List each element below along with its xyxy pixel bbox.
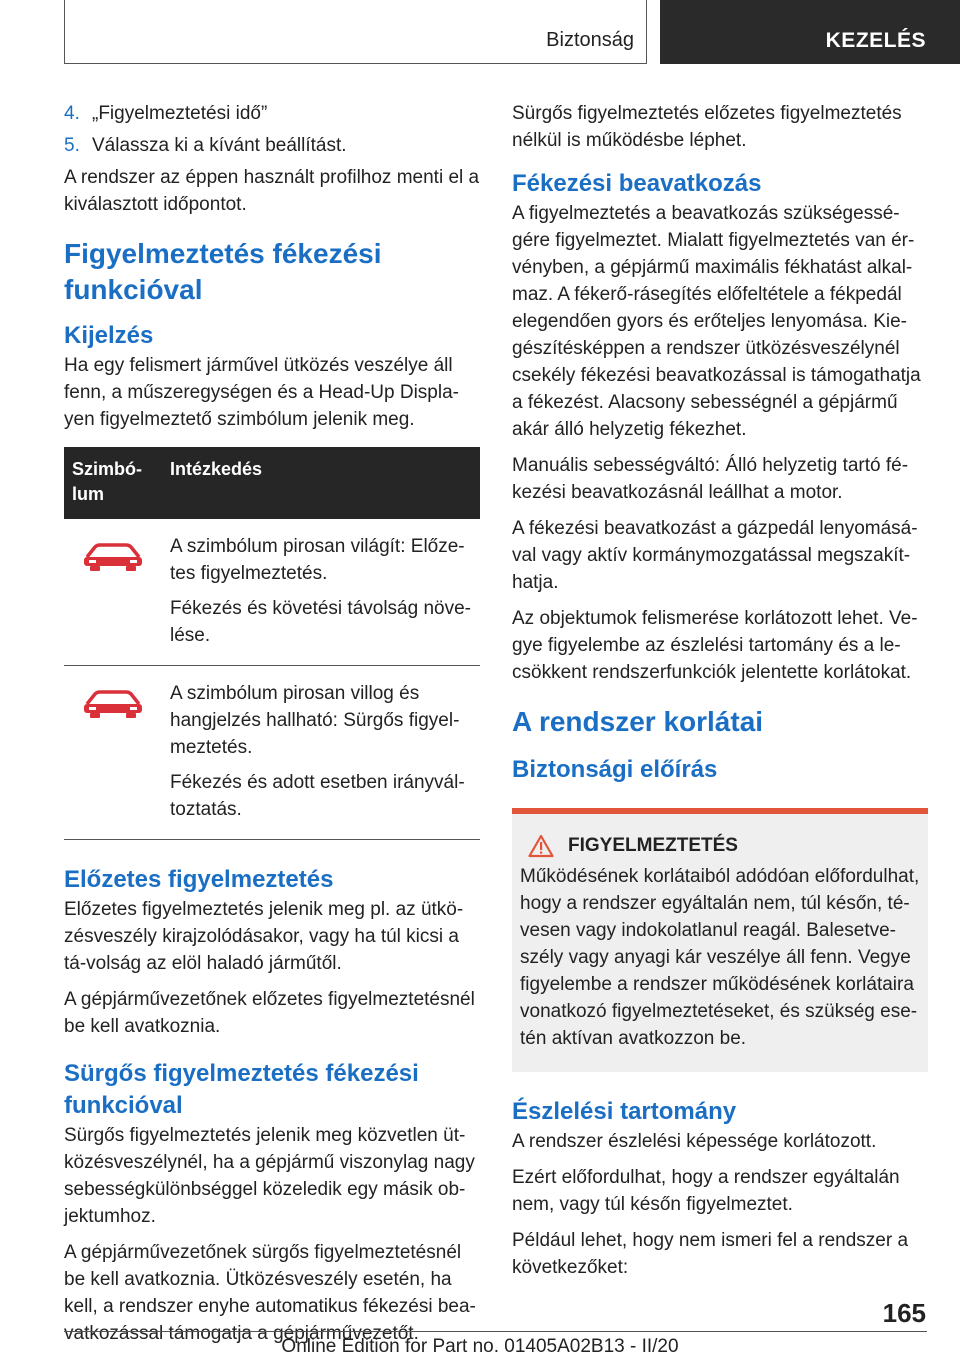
table-header-symbol: Szimbó‐lum: [72, 459, 142, 504]
paragraph: Ezért előfordulhat, hogy a rendszer egyáltalán nem, vagy túl későn figyelmeztet.: [512, 1167, 900, 1215]
paragraph: Az objektumok felismerése korlátozott lehet. Ve‐gye figyelembe az észlelési tartomány és a le‐csökkent rendszerfunkciók jelentette korlátokat.: [512, 608, 918, 683]
table-text: A szimbólum pirosan villog és hangjelzés hallható: Sürgős figyel‐meztetés.: [170, 683, 460, 758]
list-item: [64, 132, 480, 159]
paragraph: Sürgős figyelmeztetés előzetes figyelmeztetés nélkül is működésbe léphet.: [512, 103, 902, 151]
warning-title-row: [520, 832, 920, 859]
heading-system-limits: A rendszer korlátai: [512, 706, 764, 737]
list-item: [64, 100, 480, 127]
table-cell-action: [162, 533, 480, 657]
table-row: [64, 666, 480, 840]
warning-triangle-icon: [528, 834, 554, 858]
heading-urgent-warning: Sürgős figyelmeztetés fékezési funkcióval: [64, 1060, 419, 1119]
car-icon: [81, 688, 145, 720]
table-cell-symbol: [64, 533, 162, 657]
table-text: Fékezés és adott esetben irányvál‐toztatás.: [170, 772, 465, 820]
header-section-box: [64, 0, 647, 64]
paragraph: A gépjárművezetőnek előzetes figyelmeztetésnél be kell avatkoznia.: [64, 989, 475, 1037]
heading-safety-note: Biztonsági előírás: [512, 756, 718, 783]
header-section-title: Biztonság: [546, 29, 634, 51]
table-cell-action: [162, 680, 480, 831]
paragraph: A gépjárművezetőnek sürgős figyelmeztetésnél be kell avatkoznia. Ütközésveszély esetén, ha kell, a rendszer enyhe automatikus fékezési bea‐vatkozással támogatja a gépjárművezetőt.: [64, 1242, 476, 1344]
header-chapter-title: KEZELÉS: [825, 29, 926, 52]
table-cell-symbol: [64, 680, 162, 831]
paragraph: Manuális sebességváltó: Álló helyzetig tartó fé‐kezési beavatkozásnál leállhat a motor.: [512, 455, 909, 503]
list-text: Válassza ki a kívánt beállítást.: [92, 135, 347, 156]
table-row: [64, 519, 480, 666]
right-column: [512, 100, 928, 1290]
paragraph: A rendszer észlelési képessége korlátozott.: [512, 1131, 877, 1152]
left-column: [64, 100, 480, 1356]
heading-braking-intervention: Fékezési beavatkozás: [512, 170, 762, 197]
paragraph: Előzetes figyelmeztetés jelenik meg pl. az ütkö‐zésveszély kirajzolódásakor, vagy ha túl kicsi a tá‐volság az elöl haladó járműtől.: [64, 899, 464, 974]
heading-pre-warning: Előzetes figyelmeztetés: [64, 866, 334, 893]
list-number: 4.: [64, 103, 80, 124]
paragraph: A figyelmeztetés a beavatkozás szükségessé‐gére figyelmeztet. Mialatt figyelmeztetés van ér‐vényben, a gépjármű maximális fékhatást alkal‐maz. A fékerő-rásegítés előfeltétele a fékpedál elegendően gyors és erőteljes lenyomása. Kie‐gészítésképpen a rendszer ütközésveszélynél csekély fékezési beavatkozással is támogathatja a fékezést. Alacsony sebességnél a gépjármű akár álló helyzetig fékezhet.: [512, 203, 921, 440]
table-header: [64, 447, 480, 519]
table-header-action: Intézkedés: [170, 459, 263, 479]
heading-warning-braking: Figyelmeztetés fékezési funkcióval: [64, 238, 382, 305]
car-icon: [81, 541, 145, 573]
page-number: 165: [882, 1298, 926, 1328]
paragraph: Például lehet, hogy nem ismeri fel a rendszer a következőket:: [512, 1230, 909, 1278]
paragraph: Sürgős figyelmeztetés jelenik meg közvetlen üt‐közésveszélynél, ha a gépjármű viszonylag nagy sebességkülönbséggel közeledik egy másik ob‐jektumhoz.: [64, 1125, 475, 1227]
warning-title: FIGYELMEZTETÉS: [568, 835, 738, 856]
footer-edition: Online Edition for Part no. 01405A02B13 - II/20: [281, 1336, 679, 1357]
warning-text: Működésének korlátaiból adódóan előfordulhat, hogy a rendszer egyáltalán nem, túl későn, té‐vesen vagy indokolatlanul reagál. Balesetve‐szély vagy anyagi kár veszélye áll fenn. Vegye figyelembe a rendszer működésének korlátaira vonatkozó figyelmeztetéseket, és szükség ese‐tén aktívan avatkozzon be.: [520, 866, 920, 1049]
table-text: Fékezés és követési távolság növe‐lése.: [170, 598, 471, 646]
list-number: 5.: [64, 135, 80, 156]
footer-divider: [64, 1331, 927, 1332]
paragraph: A fékezési beavatkozást a gázpedál lenyomásá‐val vagy aktív kormánymozgatással megszakít‐hatja.: [512, 518, 918, 593]
symbol-table: [64, 447, 480, 840]
heading-detection-range: Észlelési tartomány: [512, 1098, 737, 1125]
paragraph: Ha egy felismert járművel ütközés veszélye áll fenn, a műszeregységen és a Head-Up Displa‐yen figyelmeztető szimbólum jelenik meg.: [64, 355, 459, 430]
heading-display: Kijelzés: [64, 322, 154, 349]
paragraph: A rendszer az éppen használt profilhoz menti el a kiválasztott időpontot.: [64, 167, 480, 215]
list-text: „Figyelmeztetési idő”: [92, 103, 268, 124]
table-text: A szimbólum pirosan világít: Előze‐tes figyelmeztetés.: [170, 536, 465, 584]
warning-box: [512, 808, 928, 1072]
header-chapter-tab: [660, 0, 960, 64]
